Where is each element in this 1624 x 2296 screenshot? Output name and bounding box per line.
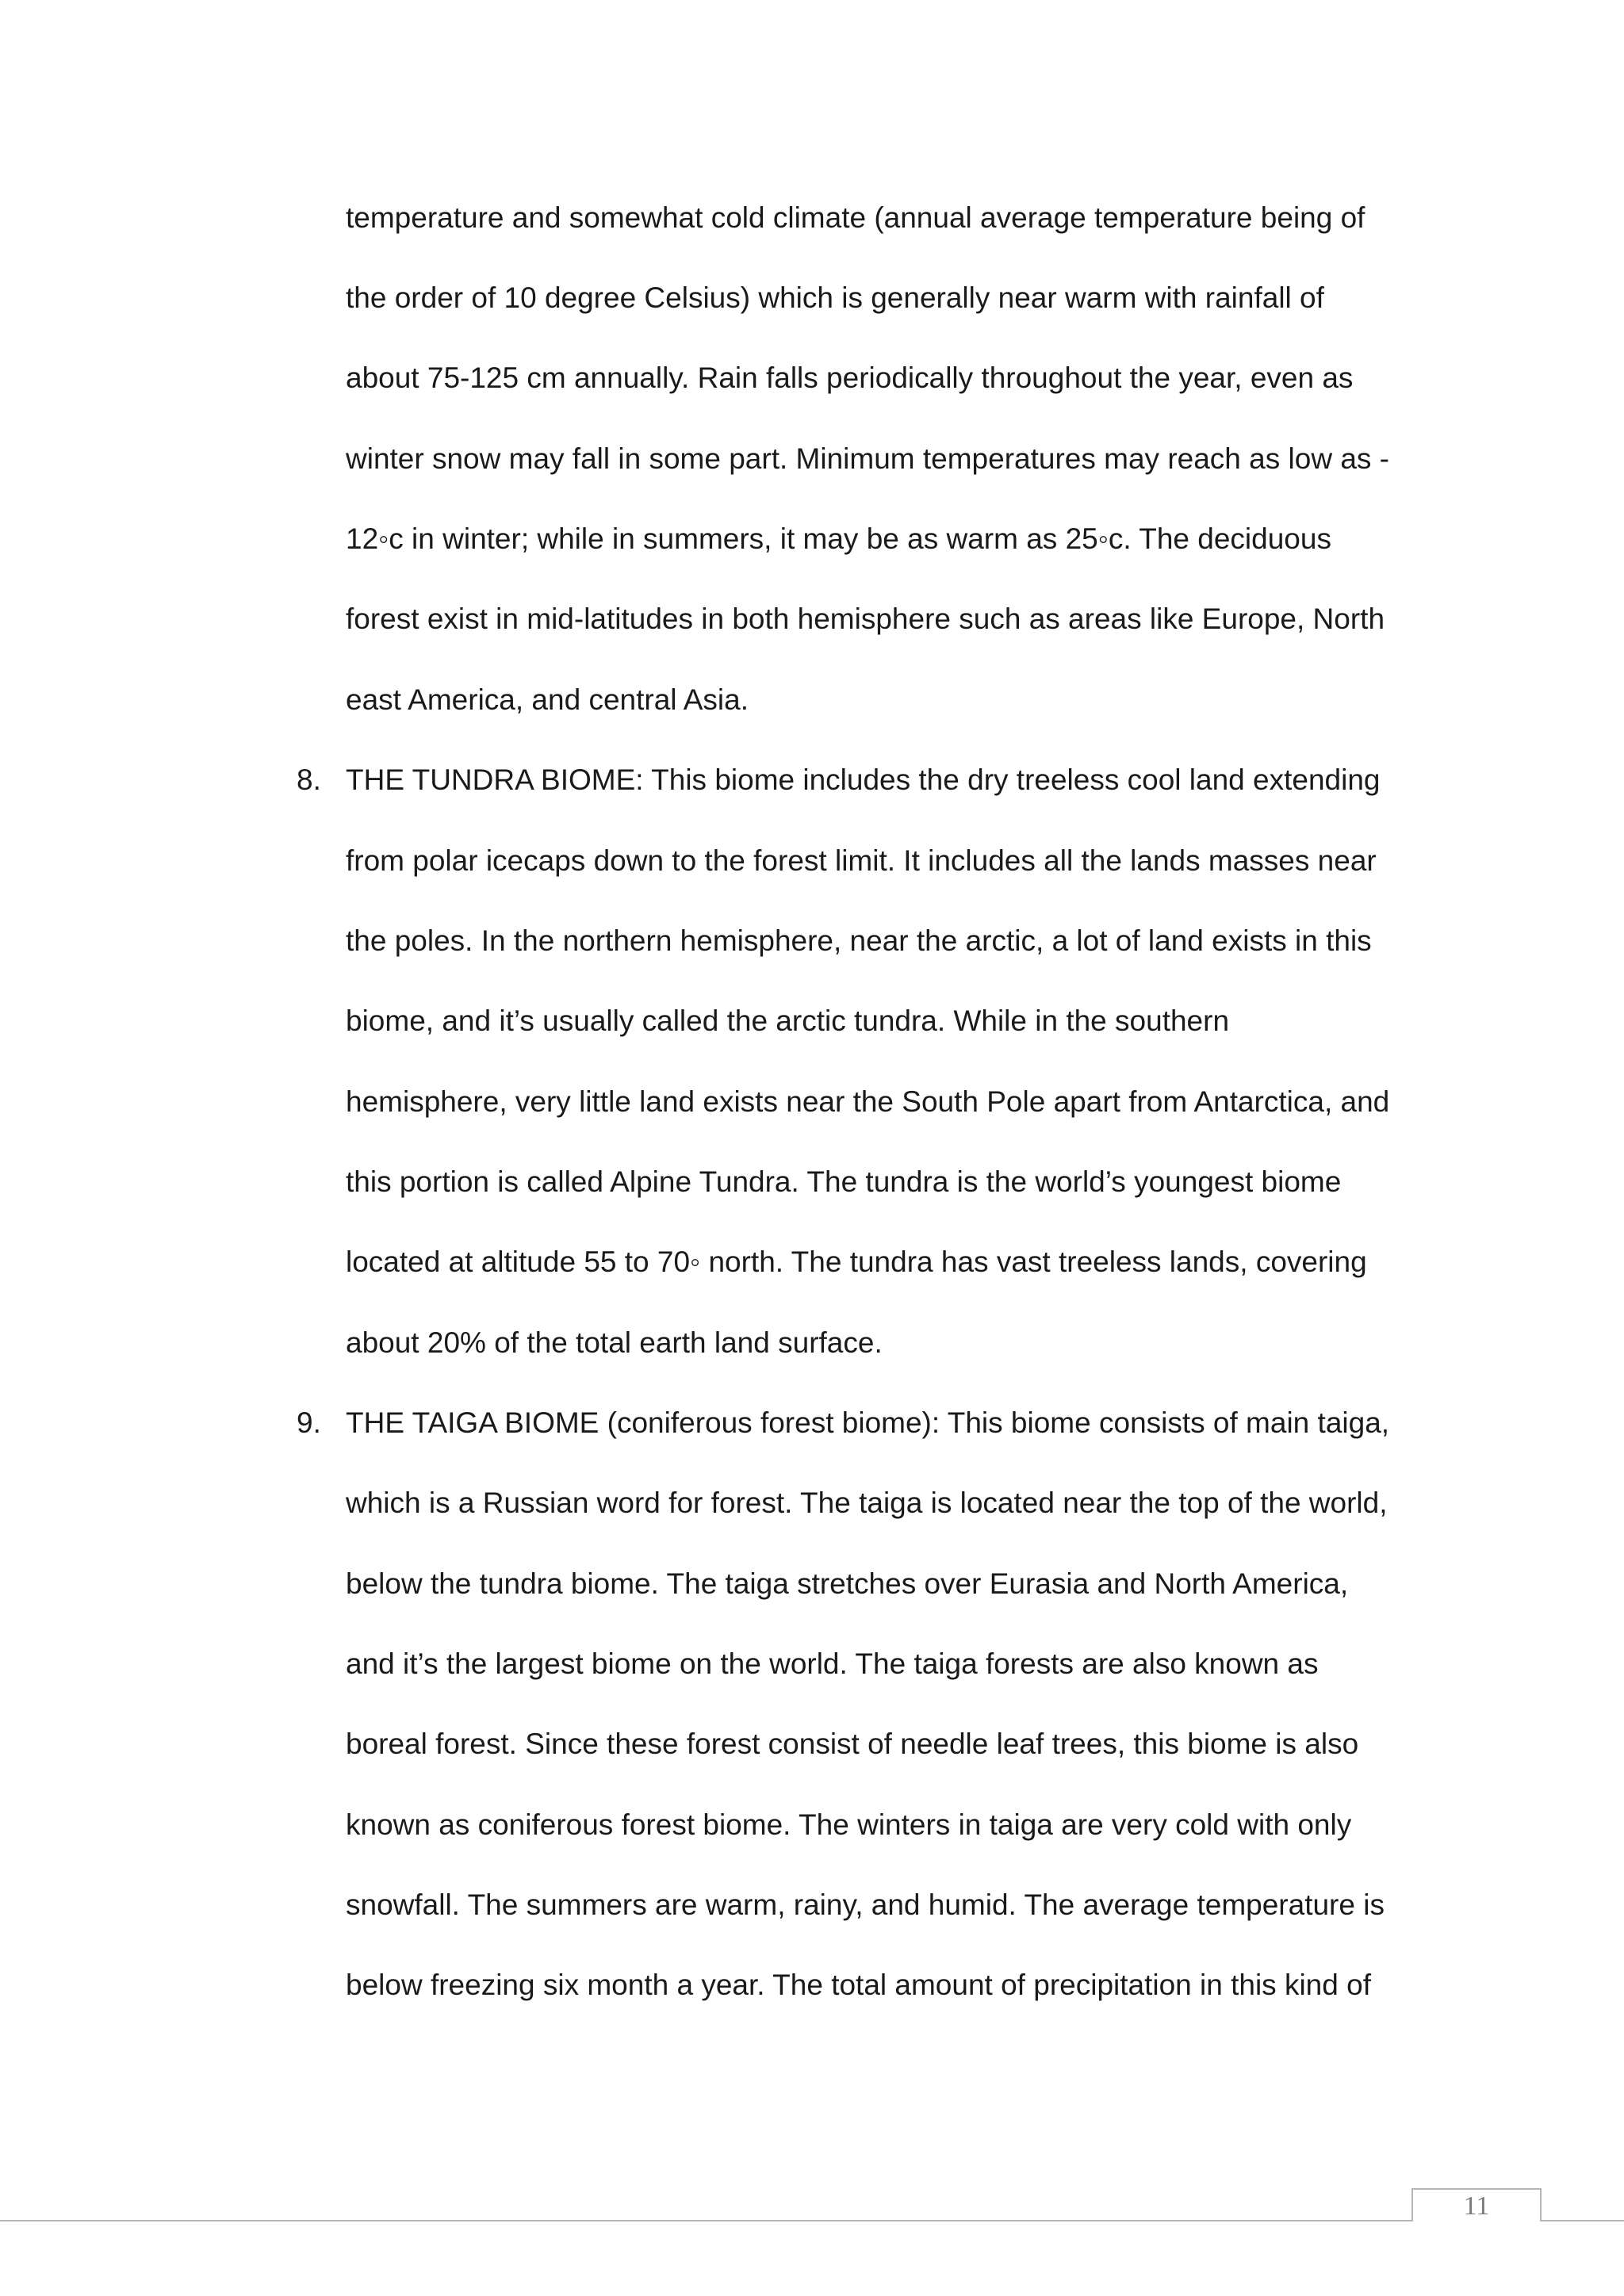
page-number-box	[1411, 2188, 1542, 2221]
paragraph-line: 12◦c in winter; while in summers, it may be as warm as 25◦c. The deciduous	[346, 522, 1331, 555]
list-item-number: 8.	[297, 763, 321, 796]
list-item-line: snowfall. The summers are warm, rainy, and humid. The average temperature is	[346, 1888, 1385, 1921]
list-item-line: which is a Russian word for forest. The taiga is located near the top of the world,	[346, 1487, 1388, 1519]
list-item-line: and it’s the largest biome on the world. The taiga forests are also known as	[346, 1647, 1319, 1680]
page-number: 11	[1463, 2191, 1490, 2221]
footer-rule	[1540, 2220, 1624, 2221]
paragraph-line: about 75-125 cm annually. Rain falls periodically throughout the year, even as	[346, 362, 1354, 394]
list-item-line: below the tundra biome. The taiga stretches over Eurasia and North America,	[346, 1567, 1349, 1600]
paragraph-line: the order of 10 degree Celsius) which is generally near warm with rainfall of	[346, 281, 1324, 314]
list-item-line: THE TUNDRA BIOME: This biome includes the dry treeless cool land extending	[346, 763, 1381, 796]
footer-rule	[0, 2220, 1411, 2221]
list-item-line: biome, and it’s usually called the arctic tundra. While in the southern	[346, 1004, 1230, 1037]
paragraph-line: east America, and central Asia.	[346, 683, 749, 716]
list-item-line: hemisphere, very little land exists near the South Pole apart from Antarctica, and	[346, 1085, 1390, 1118]
list-item-line: THE TAIGA BIOME (coniferous forest biome): This biome consists of main taiga,	[346, 1406, 1390, 1439]
paragraph-line: forest exist in mid-latitudes in both hemisphere such as areas like Europe, North	[346, 603, 1385, 635]
paragraph-line: winter snow may fall in some part. Minimum temperatures may reach as low as -	[346, 442, 1389, 475]
list-item-line: about 20% of the total earth land surface.	[346, 1326, 883, 1359]
list-item-line: the poles. In the northern hemisphere, near the arctic, a lot of land exists in this	[346, 924, 1372, 957]
list-item-line: located at altitude 55 to 70◦ north. The tundra has vast treeless lands, covering	[346, 1246, 1367, 1278]
paragraph-line: temperature and somewhat cold climate (annual average temperature being of	[346, 201, 1365, 234]
list-item-line: boreal forest. Since these forest consist of needle leaf trees, this biome is also	[346, 1728, 1359, 1760]
list-item-line: known as coniferous forest biome. The winters in taiga are very cold with only	[346, 1808, 1352, 1841]
list-item-number: 9.	[297, 1406, 321, 1439]
list-item-line: below freezing six month a year. The total amount of precipitation in this kind of	[346, 1969, 1371, 2001]
list-item-line: from polar icecaps down to the forest limit. It includes all the lands masses near	[346, 844, 1377, 877]
list-item-line: this portion is called Alpine Tundra. The tundra is the world’s youngest biome	[346, 1165, 1342, 1198]
